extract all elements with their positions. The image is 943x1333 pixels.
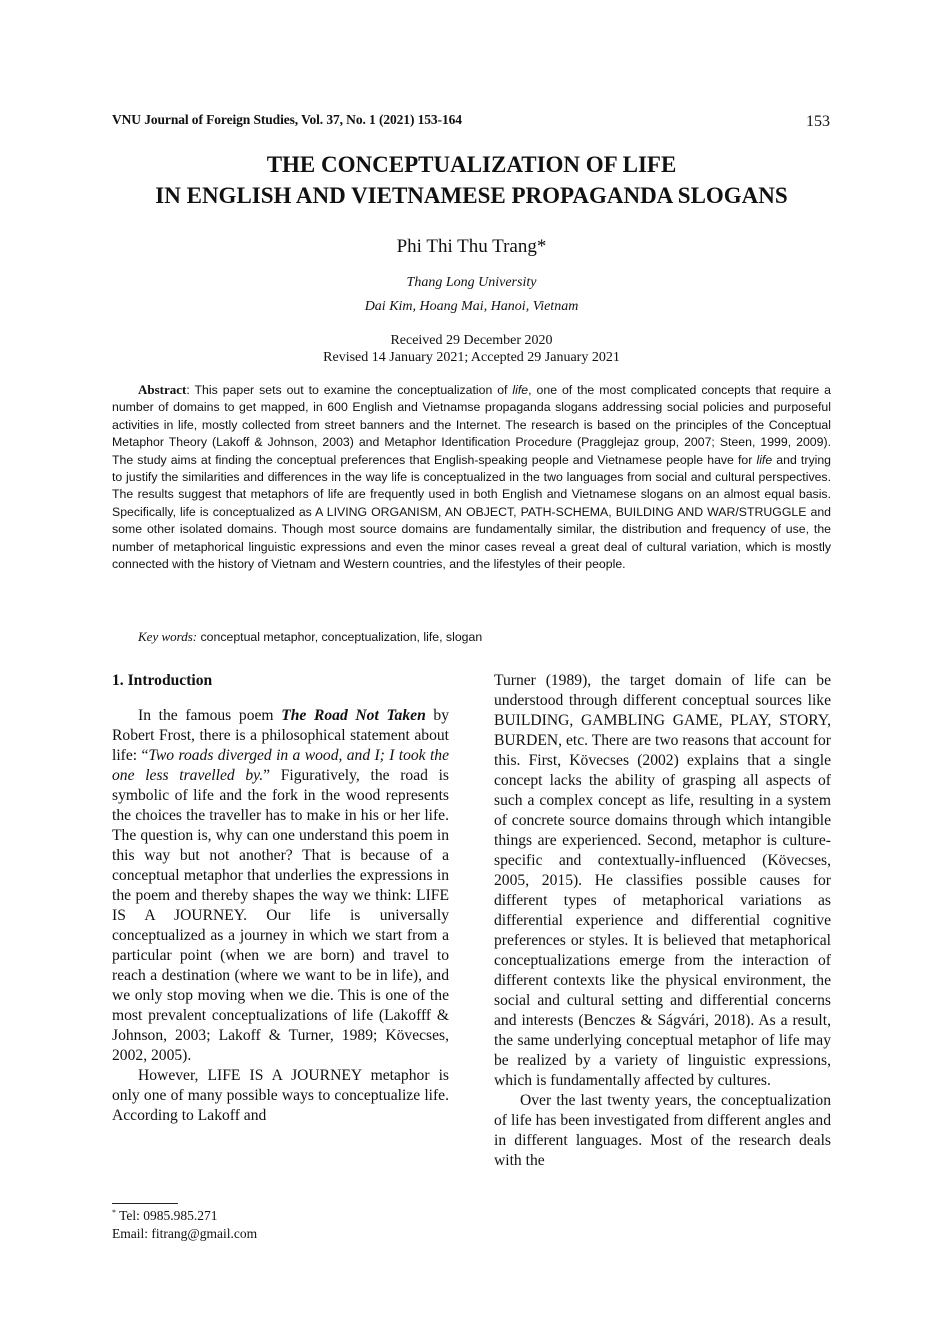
intro-p1-text-b: by Robert Frost, there is a philosophical statement about life: “ <box>112 707 449 764</box>
abstract-emphasis-2: life <box>756 452 773 467</box>
page-number: 153 <box>806 113 830 130</box>
intro-paragraph-2: However, LIFE IS A JOURNEY metaphor is only one of many possible ways to conceptualize life. According to Lakoff and <box>112 1067 449 1124</box>
intro-p1-text-c: ” Figuratively, the road is symbolic of life and the fork in the wood represents the choices the traveller has to make in his or her life. The question is, why can one understand this poem in this way but not another? That is because of a conceptual metaphor that underlies the expressions in the poem and thereby shapes the way we think: LIFE IS A JOURNEY. Our life is universally conceptualized as a journey in which we start from a particular point (when we are born) and travel to reach a destination (where we want to be in life), and we only stop moving when we die. This is one of the most prevalent conceptualizations of life (Lakofff & Johnson, 2003; Lakoff & Turner, 1989; Kövecses, 2002, 2005). <box>112 767 449 1064</box>
paper-title <box>0 149 943 211</box>
affiliation-address: Dai Kim, Hoang Mai, Hanoi, Vietnam <box>364 299 579 314</box>
section-heading: 1. Introduction <box>112 672 213 689</box>
poem-quote: Two roads diverged in a wood, and I; I took the one less travelled by. <box>112 747 449 784</box>
footnote-tel-text: Tel: 0985.985.271 <box>116 1208 218 1223</box>
footnote-marker: * <box>112 1208 116 1217</box>
keywords-label: Key words: <box>138 629 198 644</box>
title-line-2: IN ENGLISH AND VIETNAMESE PROPAGANDA SLOGANS <box>155 183 788 208</box>
footnote-tel <box>112 1208 218 1224</box>
abstract <box>112 381 831 573</box>
keywords <box>138 629 482 645</box>
abstract-text-2: , one of the most complicated concepts that require a number of domains to get mapped, in 600 English and Vietnamse propaganda slogans addressing social policies and purposeful activities in life, mostly collected from street banners and the Internet. The research is based on the principles of the Conceptual Metaphor Theory (Lakoff & Johnson, 2003) and Metaphor Identification Procedure (Pragglejaz group, 2007; Steen, 1999, 2009). The study aims at finding the conceptual preferences that English-speaking people and Vietnamese people have for <box>112 383 832 467</box>
left-column <box>112 671 449 1126</box>
author-name: Phi Thi Thu Trang* <box>396 236 547 257</box>
intro-paragraph-1 <box>112 706 449 1066</box>
intro-p1-text-a: In the famous poem <box>138 707 282 724</box>
affiliation-institution: Thang Long University <box>406 275 537 290</box>
footnote-email: Email: fitrang@gmail.com <box>112 1226 258 1241</box>
right-paragraph-2: Over the last twenty years, the conceptualization of life has been investigated from different angles and in different languages. Most of the research deals with the <box>494 1092 831 1169</box>
poem-title: The Road Not Taken <box>281 707 426 724</box>
abstract-emphasis-1: life <box>512 383 529 397</box>
abstract-label: Abstract <box>138 382 187 397</box>
keywords-text: conceptual metaphor, conceptualization, life, slogan <box>197 630 483 644</box>
title-line-1: THE CONCEPTUALIZATION OF LIFE <box>266 152 677 177</box>
abstract-text-3: and trying to justify the similarities and differences in the way life is conceptualized in the two languages from social and cultural perspectives. The results suggest that metaphors of life are frequently used in both English and Vietnamese slogans on an almost equal basis. Specifically, life is conceptualized as A LIVING ORGANISM, AN OBJECT, PATH-SCHEMA, BUILDING AND WAR/STRUGGLE and some other isolated domains. Though most source domains are fundamentally similar, the distribution and frequency of use, the number of metaphorical linguistic expressions and even the minor cases reveal a great deal of cultural variation, which is mostly connected with the history of Vietnam and Western countries, and the lifestyles of their people. <box>112 452 831 572</box>
footnote-divider <box>112 1203 178 1204</box>
right-column <box>494 671 831 1171</box>
received-date: Received 29 December 2020 <box>390 333 553 348</box>
abstract-text-1: : This paper sets out to examine the conceptualization of <box>186 383 513 397</box>
revised-accepted-dates: Revised 14 January 2021; Accepted 29 January 2021 <box>323 350 620 365</box>
running-head: VNU Journal of Foreign Studies, Vol. 37, No. 1 (2021) 153-164 <box>112 112 462 127</box>
right-paragraph-1: Turner (1989), the target domain of life can be understood through different conceptual sources like BUILDING, GAMBLING GAME, PLAY, STORY, BURDEN, etc. There are two reasons that account for this. First, Kövecses (2002) explains that a single concept lacks the ability of grasping all aspects of such a complex concept as life, resulting in a system of concrete source domains through which intangible things are experienced. Second, metaphor is culture-specific and contextually-influenced (Kövecses, 2005, 2015). He classifies possible causes for different types of metaphorical variations as differential experience and differential cognitive preferences or styles. It is believed that metaphorical conceptualizations emerge from the interaction of different contexts like the physical environment, the social and cultural setting and differential concerns and interests (Benczes & Ságvári, 2018). As a result, the same underlying conceptual metaphor of life may be realized by a variety of linguistic expressions, which is fundamentally affected by cultures. <box>494 672 831 1089</box>
